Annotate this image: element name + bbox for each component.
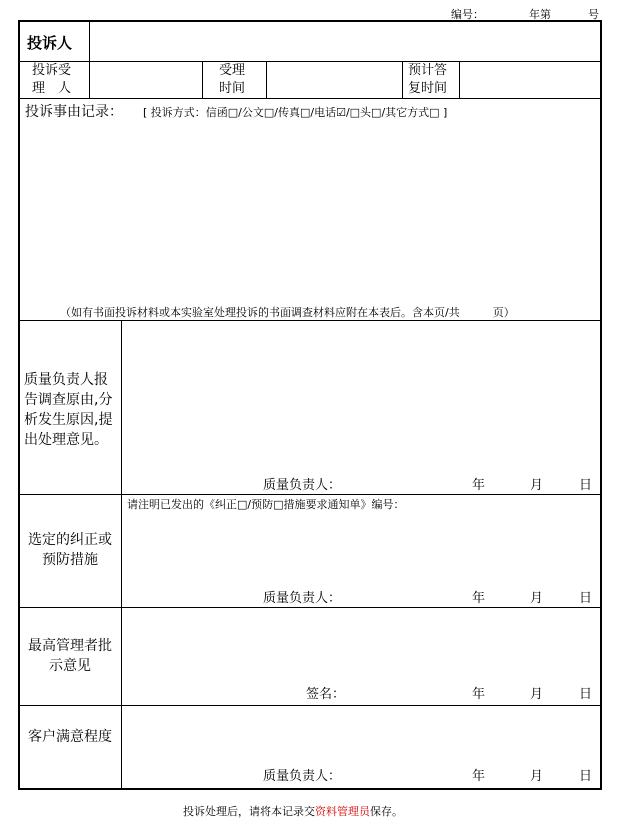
manager-instruction-label: 最高管理者批示意见	[28, 638, 112, 674]
accept-time-label-line2: 时间	[219, 81, 246, 96]
corrective-day-label: 日	[579, 591, 593, 606]
row-divider	[19, 98, 601, 99]
accept-time-label-line1: 受理	[219, 63, 246, 78]
receiver-label-line1: 投诉受	[32, 63, 72, 78]
row-divider	[19, 320, 601, 321]
reply-time-label-line1: 预计答	[408, 63, 448, 78]
manager-signature-label: 签名：	[306, 687, 346, 702]
complainant-field[interactable]	[90, 22, 600, 61]
corrective-note: 请注明已发出的《纠正□/预防□措施要求通知单》编号：	[127, 498, 405, 511]
number-label: 编号：	[451, 8, 484, 21]
satisfaction-year-label: 年	[472, 769, 486, 784]
row-divider	[19, 705, 601, 706]
quality-report-field[interactable]	[123, 322, 599, 470]
complaint-methods: [ 投诉方式：信函□/公文□/传真□/电话☑/□头□/其它方式□ ]	[143, 106, 448, 119]
year-sequence-label: 年第	[529, 8, 551, 21]
accept-time-field[interactable]	[267, 62, 401, 98]
footer-note	[183, 803, 403, 819]
corrective-year-label: 年	[472, 591, 486, 606]
col-divider	[202, 61, 203, 99]
satisfaction-signer-label: 质量负责人：	[263, 769, 342, 784]
satisfaction-day-label: 日	[579, 769, 593, 784]
quality-report-month-label: 月	[530, 478, 544, 493]
manager-instruction-field[interactable]	[123, 609, 599, 679]
manager-year-label: 年	[472, 687, 486, 702]
quality-report-year-label: 年	[472, 478, 486, 493]
number-suffix-label: 号	[588, 8, 599, 21]
quality-report-day-label: 日	[579, 478, 593, 493]
manager-month-label: 月	[530, 687, 544, 702]
manager-day-label: 日	[579, 687, 593, 702]
col-divider	[402, 61, 403, 99]
col-divider	[121, 320, 122, 789]
footer-prefix: 投诉处理后，请将本记录交	[183, 805, 315, 818]
complainant-label: 投诉人	[27, 34, 73, 52]
satisfaction-field[interactable]	[123, 707, 599, 765]
receiver-field[interactable]	[90, 62, 201, 98]
satisfaction-month-label: 月	[530, 769, 544, 784]
complaint-record-field[interactable]	[22, 122, 598, 297]
reply-time-label-line2: 复时间	[408, 81, 448, 96]
quality-report-signer-label: 质量负责人：	[263, 478, 342, 493]
receiver-label-line2: 理 人	[32, 81, 72, 96]
corrective-signer-label: 质量负责人：	[263, 591, 342, 606]
corrective-field[interactable]	[123, 512, 599, 584]
reply-time-field[interactable]	[460, 62, 600, 98]
corrective-month-label: 月	[530, 591, 544, 606]
corrective-label: 选定的纠正或预防措施	[28, 532, 112, 568]
footer-data-manager: 资料管理员	[315, 805, 370, 818]
satisfaction-label: 客户满意程度	[28, 729, 112, 745]
quality-report-label: 质量负责人报告调查原由,分析发生原因,提出处理意见。	[24, 372, 113, 448]
record-note: （如有书面投诉材料或本实验室处理投诉的书面调查材料应附在本表后。含本页/共 页）	[60, 306, 515, 319]
record-label: 投诉事由记录：	[25, 104, 123, 120]
footer-suffix: 保存。	[370, 805, 403, 818]
